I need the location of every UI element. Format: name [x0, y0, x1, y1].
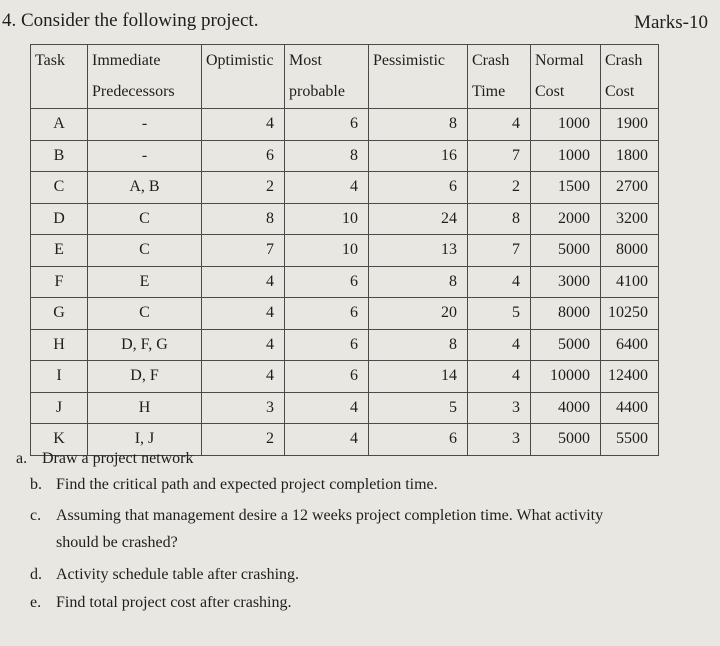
column-header: [31, 45, 88, 109]
table-cell: 1900: [601, 109, 659, 141]
table-cell: 6: [285, 329, 369, 361]
table-cell: 2: [202, 424, 285, 456]
table-cell: 5000: [531, 329, 601, 361]
table-cell: E: [31, 235, 88, 267]
table-cell: 7: [468, 140, 531, 172]
table-cell: 1800: [601, 140, 659, 172]
column-header: [202, 45, 285, 109]
question-part: [30, 507, 603, 525]
table-cell: 14: [369, 361, 468, 393]
table-row: [31, 361, 659, 393]
table-cell: 6: [285, 298, 369, 330]
table-cell: 24: [369, 203, 468, 235]
part-text: Activity schedule table after crashing.: [56, 566, 300, 583]
table-cell: 13: [369, 235, 468, 267]
table-row: [31, 172, 659, 204]
table-cell: F: [31, 266, 88, 298]
table-cell: 8: [369, 329, 468, 361]
column-header: [468, 45, 531, 109]
column-header: [369, 45, 468, 109]
table-cell: 4: [468, 361, 531, 393]
question-part: [30, 476, 438, 494]
part-label: b.: [30, 476, 42, 493]
table-cell: 2700: [601, 172, 659, 204]
table-cell: A: [31, 109, 88, 141]
question-part: [30, 594, 291, 612]
header-line: Crash: [472, 52, 510, 69]
table-cell: 8: [369, 266, 468, 298]
column-header: [531, 45, 601, 109]
table-cell: 4: [202, 329, 285, 361]
table-cell: D, F, G: [88, 329, 202, 361]
part-label: a.: [16, 450, 28, 467]
header-line: Pessimistic: [373, 52, 446, 69]
header-line: Cost: [605, 83, 635, 100]
table-cell: 4: [202, 109, 285, 141]
table-cell: 5000: [531, 235, 601, 267]
table-cell: C: [88, 298, 202, 330]
table-cell: 3: [202, 392, 285, 424]
table-cell: 4: [285, 392, 369, 424]
column-header: [285, 45, 369, 109]
question-text: Consider the following project.: [21, 10, 259, 31]
table-cell: 3: [468, 392, 531, 424]
table-row: [31, 266, 659, 298]
project-table: [30, 44, 659, 456]
header-line: probable: [289, 83, 345, 100]
table-cell: 2000: [531, 203, 601, 235]
table-cell: 8: [202, 203, 285, 235]
table-cell: 6400: [601, 329, 659, 361]
header-line: Crash: [605, 52, 643, 69]
question-part: [30, 566, 299, 584]
table-cell: 3: [468, 424, 531, 456]
table-cell: 3000: [531, 266, 601, 298]
table-cell: 7: [468, 235, 531, 267]
part-text: Find the critical path and expected project completion time.: [56, 476, 438, 493]
table-cell: D: [31, 203, 88, 235]
table-row: [31, 109, 659, 141]
header-line: Cost: [535, 83, 565, 100]
header-line: Time: [472, 83, 506, 100]
table-row: [31, 140, 659, 172]
column-header: [88, 45, 202, 109]
header-line: Most: [289, 52, 322, 69]
table-cell: 4: [468, 266, 531, 298]
table-cell: 4000: [531, 392, 601, 424]
table-cell: 6: [285, 266, 369, 298]
table-cell: 2: [468, 172, 531, 204]
table-cell: 20: [369, 298, 468, 330]
table-cell: -: [88, 109, 202, 141]
table-cell: C: [31, 172, 88, 204]
question-number: 4.: [2, 10, 17, 31]
table-cell: 8000: [531, 298, 601, 330]
table-cell: 10: [285, 203, 369, 235]
table-row: [31, 235, 659, 267]
table-cell: -: [88, 140, 202, 172]
table-row: [31, 392, 659, 424]
part-text: Find total project cost after crashing.: [56, 594, 292, 611]
table-cell: 1000: [531, 109, 601, 141]
part-label: c.: [30, 507, 42, 524]
table-cell: I, J: [88, 424, 202, 456]
table-row: [31, 329, 659, 361]
table-cell: 7: [202, 235, 285, 267]
table-cell: H: [31, 329, 88, 361]
part-label: d.: [30, 566, 42, 583]
part-text: Draw a project network: [42, 450, 194, 467]
question-title: [2, 10, 258, 32]
header-line: Immediate: [92, 52, 161, 69]
table-cell: 6: [285, 109, 369, 141]
table-cell: 6: [369, 424, 468, 456]
column-header: [601, 45, 659, 109]
table-cell: 4: [285, 424, 369, 456]
table-cell: 8000: [601, 235, 659, 267]
table-cell: 10: [285, 235, 369, 267]
question-part: [30, 534, 178, 552]
table-cell: G: [31, 298, 88, 330]
header-line: Normal: [535, 52, 584, 69]
table-cell: 1500: [531, 172, 601, 204]
table-cell: 4: [468, 329, 531, 361]
table-cell: I: [31, 361, 88, 393]
table-cell: 16: [369, 140, 468, 172]
table-cell: 4: [285, 172, 369, 204]
table-cell: 3200: [601, 203, 659, 235]
table-cell: E: [88, 266, 202, 298]
table-cell: 6: [202, 140, 285, 172]
table-cell: 6: [369, 172, 468, 204]
table-cell: 8: [285, 140, 369, 172]
table-row: [31, 298, 659, 330]
table-cell: 8: [468, 203, 531, 235]
header-line: Task: [35, 52, 65, 69]
part-text: Assuming that management desire a 12 weeks project completion time. What activity: [56, 507, 604, 524]
table-row: [31, 203, 659, 235]
table-cell: B: [31, 140, 88, 172]
table-cell: 12400: [601, 361, 659, 393]
table-cell: 5000: [531, 424, 601, 456]
table-cell: D, F: [88, 361, 202, 393]
table-cell: 1000: [531, 140, 601, 172]
table-cell: 5: [468, 298, 531, 330]
header-line: Predecessors: [92, 83, 175, 100]
table-body: [31, 109, 659, 456]
question-part: [16, 450, 194, 468]
header-line: Optimistic: [206, 52, 274, 69]
table-cell: K: [31, 424, 88, 456]
table-cell: 5500: [601, 424, 659, 456]
table-cell: C: [88, 203, 202, 235]
table-cell: 2: [202, 172, 285, 204]
table-cell: 8: [369, 109, 468, 141]
table-cell: 6: [285, 361, 369, 393]
table-cell: 4: [468, 109, 531, 141]
table-cell: C: [88, 235, 202, 267]
table-cell: 4: [202, 361, 285, 393]
table-cell: 10250: [601, 298, 659, 330]
table-header-row: [31, 45, 659, 109]
table-cell: 4: [202, 266, 285, 298]
table-cell: A, B: [88, 172, 202, 204]
table-cell: 4400: [601, 392, 659, 424]
part-text: should be crashed?: [56, 534, 178, 551]
part-label: e.: [30, 594, 42, 611]
table-cell: 4100: [601, 266, 659, 298]
table-cell: 5: [369, 392, 468, 424]
table-cell: J: [31, 392, 88, 424]
table-cell: 4: [202, 298, 285, 330]
marks-label: Marks-10: [634, 12, 708, 33]
table-cell: 10000: [531, 361, 601, 393]
table-cell: H: [88, 392, 202, 424]
